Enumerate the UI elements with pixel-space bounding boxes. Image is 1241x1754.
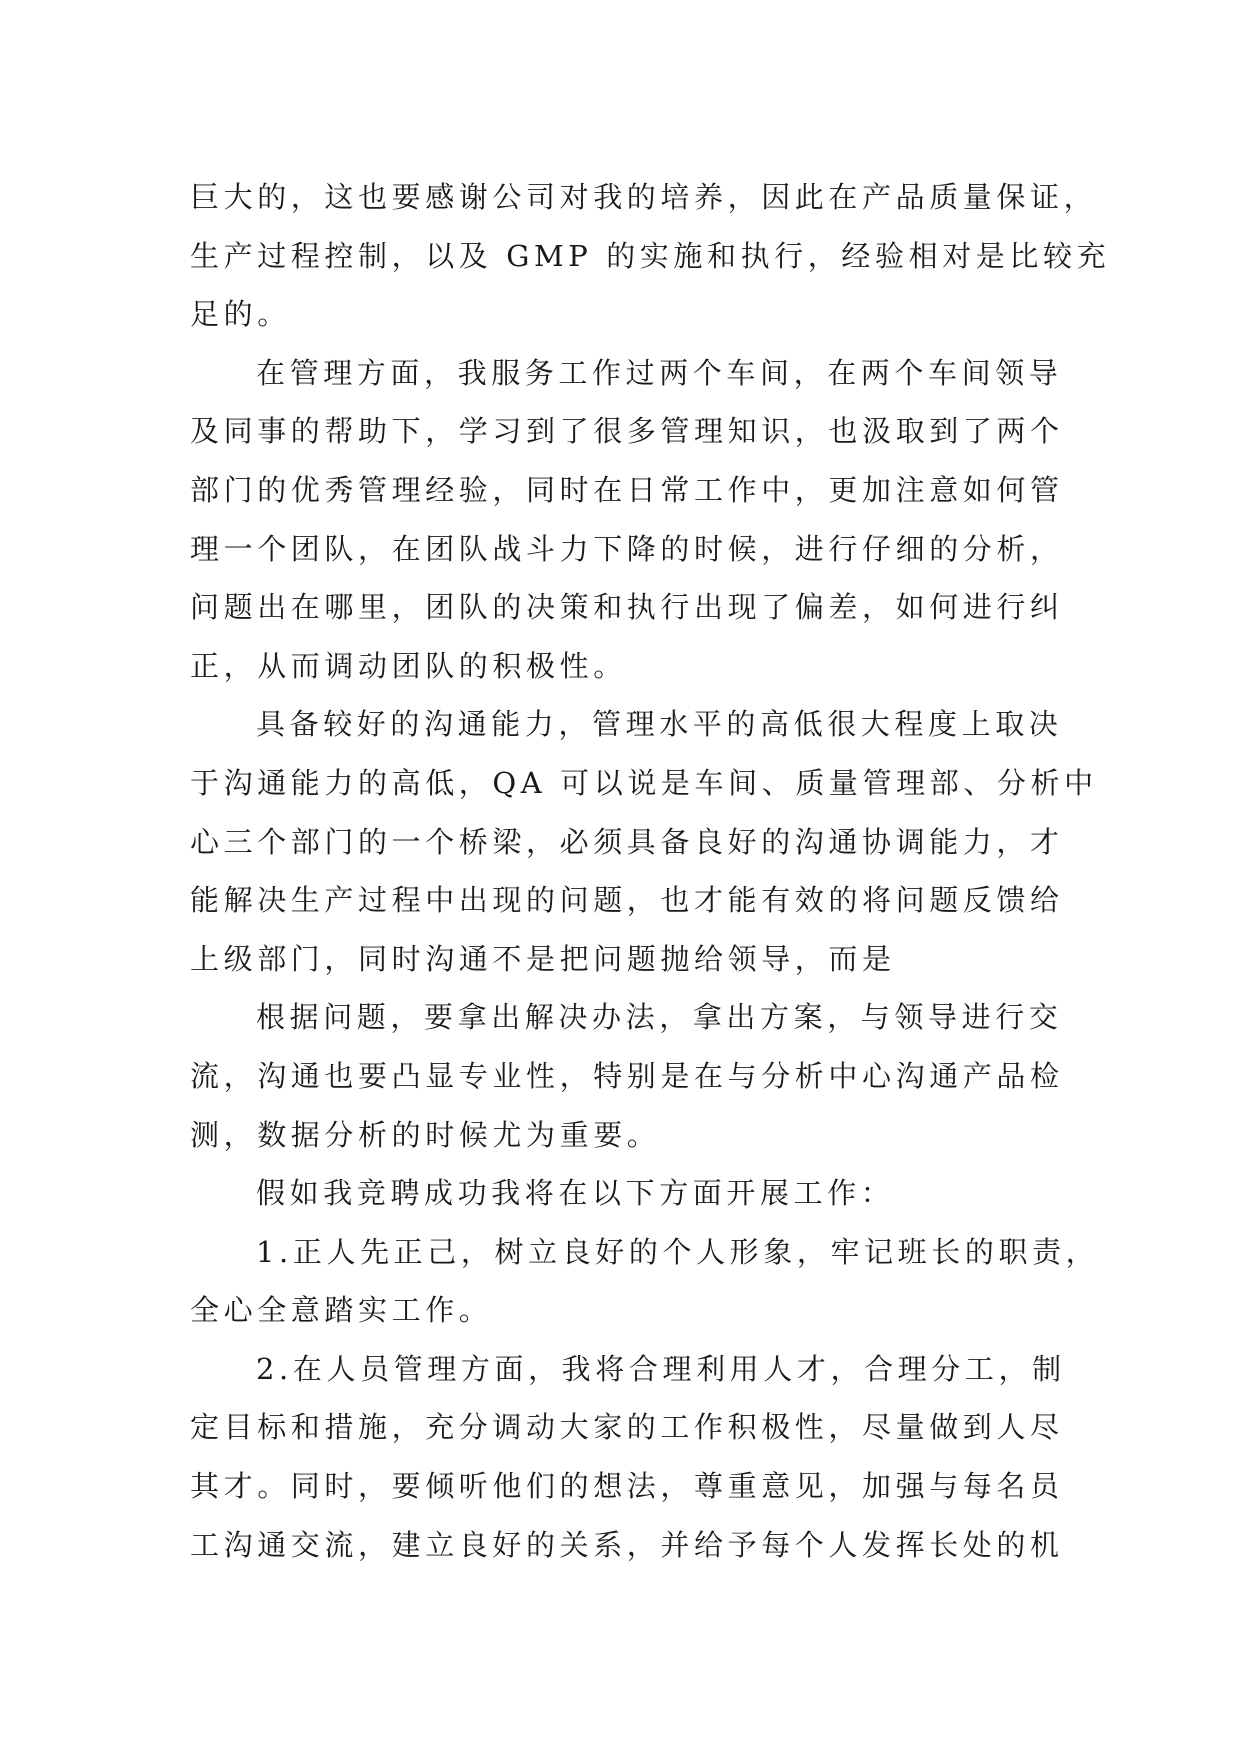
text-line: 部门的优秀管理经验，同时在日常工作中，更加注意如何管 <box>190 472 1064 507</box>
text-line: 其才。同时，要倾听他们的想法，尊重意见，加强与每名员 <box>190 1469 1064 1504</box>
text-line: 根据问题，要拿出解决办法，拿出方案，与领导进行交 <box>256 1000 1063 1035</box>
text-line: 及同事的帮助下，学习到了很多管理知识，也汲取到了两个 <box>190 414 1064 449</box>
text-line: 测，数据分析的时候尤为重要。 <box>190 1117 661 1152</box>
text-line: 上级部门，同时沟通不是把问题抛给领导，而是 <box>190 941 896 976</box>
text-line: 理一个团队，在团队战斗力下降的时候，进行仔细的分析， <box>190 531 1064 566</box>
text-line: 具备较好的沟通能力，管理水平的高低很大程度上取决 <box>256 707 1063 742</box>
text-line: 正，从而调动团队的积极性。 <box>190 648 627 683</box>
text-line: 在管理方面，我服务工作过两个车间，在两个车间领导 <box>256 355 1063 390</box>
text-line: 心三个部门的一个桥梁，必须具备良好的沟通协调能力，才 <box>190 824 1064 859</box>
text-line: 全心全意踏实工作。 <box>190 1293 493 1328</box>
text-line: 假如我竞聘成功我将在以下方面开展工作： <box>256 1176 895 1211</box>
text-line: 2.在人员管理方面，我将合理利用人才，合理分工，制 <box>256 1351 1066 1386</box>
text-line: 流，沟通也要凸显专业性，特别是在与分析中心沟通产品检 <box>190 1058 1064 1093</box>
text-line: 1.正人先正己，树立良好的个人形象，牢记班长的职责， <box>256 1234 1100 1269</box>
text-line: 于沟通能力的高低，QA 可以说是车间、质量管理部、分析中 <box>190 765 1098 800</box>
text-line: 定目标和措施，充分调动大家的工作积极性，尽量做到人尽 <box>190 1410 1064 1445</box>
text-line: 问题出在哪里，团队的决策和执行出现了偏差，如何进行纠 <box>190 590 1064 625</box>
text-line: 能解决生产过程中出现的问题，也才能有效的将问题反馈给 <box>190 883 1064 918</box>
text-line: 巨大的，这也要感谢公司对我的培养，因此在产品质量保证， <box>190 180 1098 214</box>
body-text <box>190 168 1111 1574</box>
text-line: 工沟通交流，建立良好的关系，并给予每个人发挥长处的机 <box>190 1527 1064 1562</box>
text-line: 生产过程控制，以及 GMP 的实施和执行，经验相对是比较充 <box>190 238 1111 273</box>
text-line: 足的。 <box>190 297 291 332</box>
